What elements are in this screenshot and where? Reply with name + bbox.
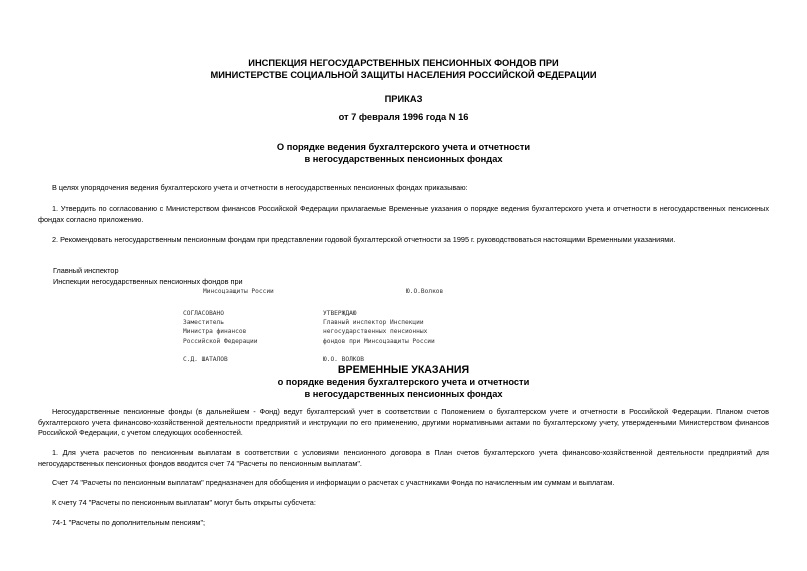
instructions-paragraph-1: Негосударственные пенсионные фонды (в дальнейшем - Фонд) ведут бухгалтерский учет в соответствии с Положением о бухгалтерском учете и отчетности в Российской Федерации. Планом счетов бухгалтерского учета финансово-хозяйственной деятельности предприятий и инструкции по его применению, другими нормативными актами по бухгалтерскому учету, утвержденными Министерством финансов Российской Федерации, с учетом следующих особенностей. [38, 407, 769, 437]
instructions-paragraph-4: К счету 74 "Расчеты по пенсионным выплатам" могут быть открыты субсчета: [52, 498, 316, 507]
instructions-paragraph-5: 74-1 "Расчеты по дополнительным пенсиям"; [52, 518, 206, 527]
subject-line-1: О порядке ведения бухгалтерского учета и отчетности [276, 142, 531, 152]
approval-approved-block [323, 309, 435, 364]
approval-left-line: Министра финансов [183, 328, 247, 336]
document-type: ПРИКАЗ [384, 94, 423, 104]
approval-right-line: Ю.О. ВОЛКОВ [323, 355, 364, 363]
preamble: В целях упорядочения ведения бухгалтерского учета и отчетности в негосударственных пенсионных фондах приказываю: [52, 183, 468, 192]
signer-title: Главный инспектор [53, 266, 119, 275]
approval-left-line: Российской Федерации [183, 337, 258, 345]
instructions-subtitle-2: в негосударственных пенсионных фондах [304, 389, 503, 399]
approval-right-line [323, 346, 435, 355]
issuer-line-1: ИНСПЕКЦИЯ НЕГОСУДАРСТВЕННЫХ ПЕНСИОННЫХ ФОНДОВ ПРИ [248, 58, 559, 68]
approval-left-line: Заместитель [183, 319, 224, 327]
approval-left-line: СОГЛАСОВАНО [183, 310, 224, 317]
signer-ministry: Минсоцзащиты России [203, 288, 274, 295]
signer-org: Инспекции негосударственных пенсионных фондов при [53, 277, 243, 286]
instructions-paragraph-2: 1. Для учета расчетов по пенсионным выплатам в соответствии с условиями пенсионного договора в План счетов бухгалтерского учета финансово-хозяйственной деятельности предприятий для негосударственных пенсионных фондов вводится счет 74 "Расчеты по пенсионным выплатам". [38, 448, 769, 468]
instructions-paragraph-3: Счет 74 "Расчеты по пенсионным выплатам" предназначен для обобщения и информации о расчетах с участниками Фонда по начисленным им суммам и выплатам. [52, 478, 615, 487]
approval-right-line: фондов при Минсоцзащиты России [323, 337, 435, 345]
approval-left-line: С.Д. ШАТАЛОВ [183, 355, 228, 363]
issuer-line-2: МИНИСТЕРСТВЕ СОЦИАЛЬНОЙ ЗАЩИТЫ НАСЕЛЕНИЯ РОССИЙСКОЙ ФЕДЕРАЦИИ [210, 70, 597, 80]
instructions-title: ВРЕМЕННЫЕ УКАЗАНИЯ [337, 364, 470, 376]
approval-agreed-block [183, 309, 258, 364]
signer-name: Ю.О.Волков [406, 288, 444, 295]
order-item-2: 2. Рекомендовать негосударственным пенсионным фондам при представлении годовой бухгалтерской отчетности за 1995 г. руководствоваться настоящими Временными указаниями. [52, 235, 676, 244]
approval-left-line [183, 346, 258, 355]
order-item-1: 1. Утвердить по согласованию с Министерством финансов Российской Федерации прилагаемые Временные указания о порядке ведения бухгалтерского учета и отчетности в негосударственных пенсионных фондах согласно приложению. [38, 204, 769, 224]
approval-right-line: негосударственных пенсионных [323, 328, 428, 336]
instructions-subtitle-1: о порядке ведения бухгалтерского учета и отчетности [277, 377, 530, 387]
approval-right-line: Главный инспектор Инспекции [323, 319, 424, 327]
date-number: от 7 февраля 1996 года N 16 [338, 112, 469, 122]
approval-right-line: УТВЕРЖДАЮ [323, 310, 357, 317]
subject-line-2: в негосударственных пенсионных фондах [304, 154, 503, 164]
